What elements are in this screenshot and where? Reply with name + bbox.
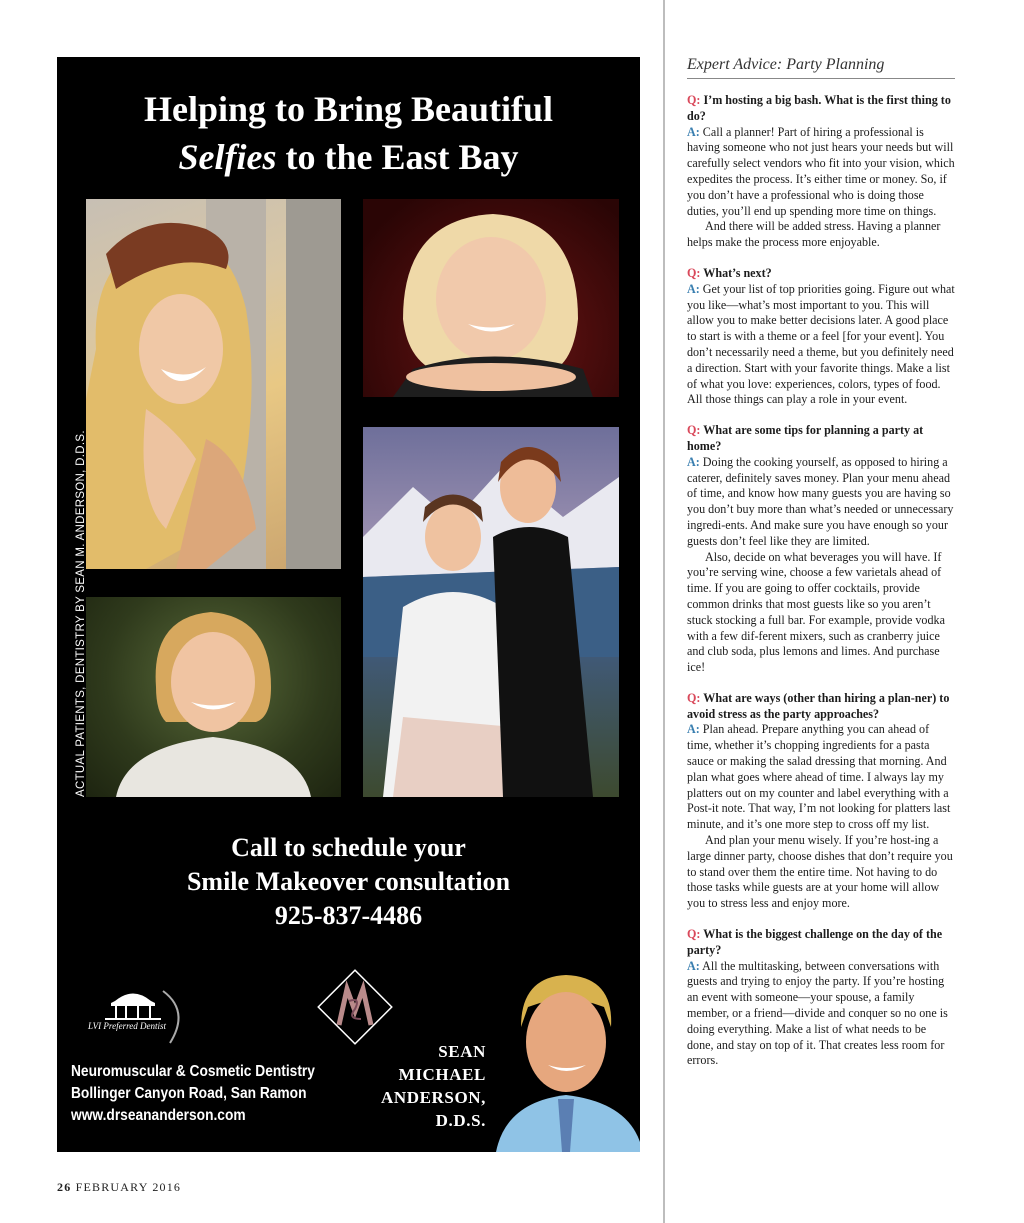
question-text: What’s next? [703, 265, 772, 280]
qa-item [687, 266, 955, 408]
patient-photo-blonde-woman [363, 199, 619, 397]
expert-advice-column [687, 56, 955, 1084]
answer-text: Get your list of top priorities going. Figure out what you like—what’s most important to you. This will allow you to make better decisions later. A good place to start is with a theme or a feel [for your event]. You don’t necessarily need a theme, but you definitely need a direction. Start with your favorite things. Make a list of what you love: experiences, colors, types of food. All those things can play a role in your event. [687, 281, 955, 407]
dentist-advertisement [57, 57, 640, 1152]
cta-line1: Call to schedule your [231, 833, 466, 862]
qa-item [687, 93, 955, 251]
ad-headline-line1: Helping to Bring Beautiful [143, 89, 554, 129]
a-label: A: [687, 281, 700, 296]
issue-date: FEBRUARY 2016 [75, 1180, 182, 1194]
patient-photo-laughing-woman [86, 199, 341, 569]
lvi-badge [75, 981, 187, 1051]
q-label: Q: [687, 93, 701, 107]
answer [687, 282, 955, 408]
ad-headline-rest: to the East Bay [276, 137, 519, 177]
practice-info [71, 1061, 315, 1127]
dentist-photo [486, 967, 640, 1152]
q-label: Q: [687, 423, 701, 438]
question-text: What are ways (other than hiring a plan-ner) to avoid stress as the party approaches? [687, 690, 950, 721]
dentist-name [343, 1040, 486, 1132]
practice-logo [315, 967, 395, 1047]
page-folio [57, 1180, 181, 1195]
answer-continued: And there will be added stress. Having a planner helps make the process more enjoyable. [687, 219, 941, 250]
answer [687, 125, 955, 220]
answer-text: Plan ahead. Prepare anything you can ahead of time, whether it’s chopping ingredients for a pasta sauce or making the salad dressing that morning. And plan what goes where ahead of time. I always lay my platters out on my counter and label everything with a Post-it note. That way, I’m not looking for platters last minute, and it’s one more step to cross off my list. [687, 722, 951, 832]
q-label: Q: [687, 265, 701, 280]
dentist-name-line3: ANDERSON, [380, 1088, 486, 1107]
ad-headline-italic: Selfies [178, 137, 277, 177]
question [687, 423, 955, 455]
practice-specialty: Neuromuscular & Cosmetic Dentistry [71, 1063, 315, 1080]
lvi-badge-text: LVI Preferred Dentist [88, 1021, 166, 1031]
answer [687, 959, 955, 1070]
question [687, 927, 955, 959]
question [687, 93, 955, 125]
dentist-name-line4: D.D.S. [435, 1111, 486, 1130]
gazebo-icon [75, 981, 187, 1051]
patient-photo-short-hair-woman [86, 597, 341, 797]
dentist-name-line1: SEAN [438, 1042, 486, 1061]
dentist-name-line2: MICHAEL [398, 1065, 486, 1084]
question-text: What is the biggest challenge on the day of the party? [687, 927, 943, 957]
a-label: A: [687, 124, 700, 139]
patient-credit-vertical: ACTUAL PATIENTS, DENTISTRY BY SEAN M. ANDERSON, D.D.S. [75, 430, 87, 797]
answer-text: Call a planner! Part of hiring a professional is having someone who not just hears your needs but will carefully select vendors who fit into your vision, which expedites the process. It’s either time or money. So, if you don’t have a professional who is doing those duties, you’ll end up spending more time on things. [687, 124, 955, 218]
cta-line2: Smile Makeover consultation [186, 867, 511, 896]
phone-number: 925-837-4486 [274, 901, 423, 930]
q-label: Q: [687, 927, 701, 942]
answer-continued: Also, decide on what beverages you will have. If you’re serving wine, choose a few varietals ahead of time. If you are going to offer cocktails, provide common drinks that most guests like so you aren’t stuck stocking a full bar. For example, provide vodka with a few dif-ferent mixers, such as cranberry juice and club soda, plus lemons and limes. And purchase ice! [687, 549, 945, 675]
question-text: I’m hosting a big bash. What is the first thing to do? [687, 93, 951, 123]
answer-text: Doing the cooking yourself, as opposed to hiring a caterer, definitely saves money. Plan your menu ahead of time, and know how many guests you are having so you don’t buy more than what’s needed or unnecessary ingredi-ents. And make sure you have enough so your guests don’t feel like they are limited. [687, 454, 954, 548]
question-text: What are some tips for planning a party at home? [687, 423, 924, 453]
ad-headline-line2 [57, 133, 640, 181]
qa-item [687, 423, 955, 676]
a-label: A: [687, 454, 700, 469]
a-label: A: [687, 722, 700, 737]
practice-address: Bollinger Canyon Road, San Ramon [71, 1085, 307, 1102]
a-label: A: [687, 958, 700, 973]
column-divider [663, 0, 665, 1223]
qa-item [687, 927, 955, 1069]
section-title: Expert Advice: Party Planning [687, 56, 955, 79]
answer [687, 722, 955, 833]
q-label: Q: [687, 690, 701, 705]
answer-continued: And plan your menu wisely. If you’re host-ing a large dinner party, choose dishes that don’t require you to stand over them the entire time. Not having to do those tasks while guests are at your home will allow you to stress less and enjoy more. [687, 833, 953, 911]
ad-headline [57, 85, 640, 181]
call-to-action [57, 831, 640, 933]
patient-photo-two-women [363, 427, 619, 797]
answer-text: All the multitasking, between conversations with guests and trying to enjoy the party. If you’re hosting an event with someone—your spouse, a family member, or a friend—divide and conquer so no one is doing everything. Make a list of what needs to be done, and stay on top of it. That creates less room for errors. [687, 958, 948, 1068]
answer [687, 455, 955, 550]
page-number: 26 [57, 1180, 72, 1194]
qa-item [687, 691, 955, 912]
question [687, 266, 955, 282]
question [687, 691, 955, 723]
practice-website: www.drseananderson.com [71, 1107, 246, 1124]
